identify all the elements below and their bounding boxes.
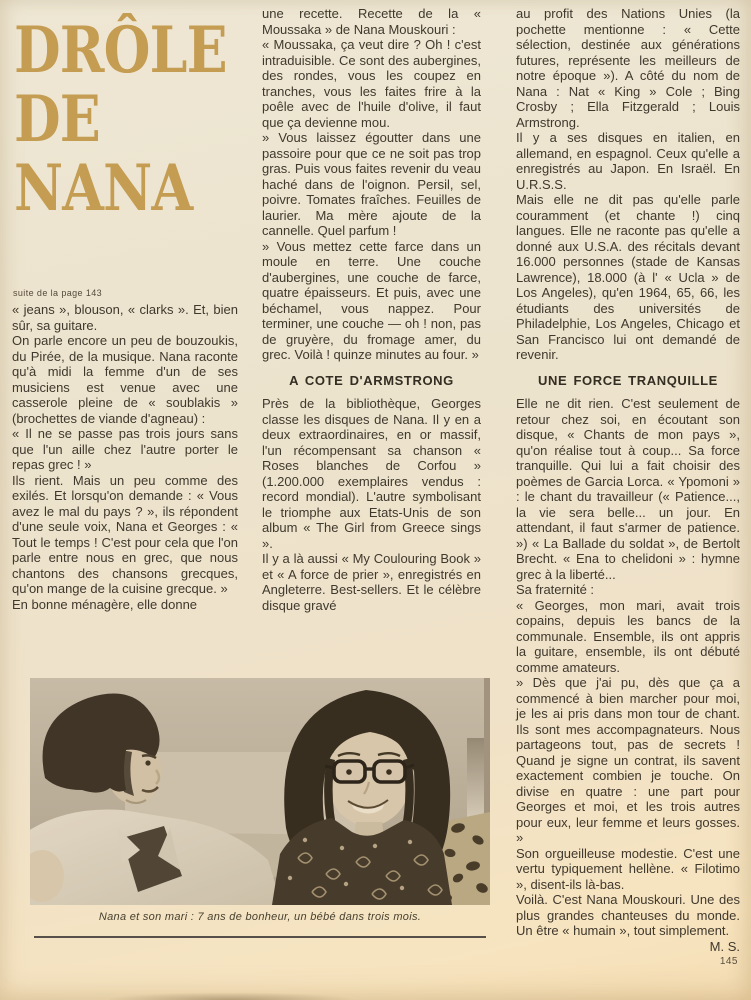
article-paragraph: Son orgueilleuse modestie. C'est une vertu typiquement hellène. « Filotimo », disent-ils là-bas. (516, 845, 740, 892)
article-paragraph: « Moussaka, ça veut dire ? Oh ! c'est intraduisible. Ce sont des aubergines, des rondes, vous les coupez en tranches, vous les faites frire à la poêle avec de l'huile d'olive, il faut que ça devienne mou. (262, 37, 481, 130)
article-paragraph: « jeans », blouson, « clarks ». Et, bien sûr, sa guitare. (12, 302, 238, 333)
text-column-3 (516, 6, 740, 954)
title-line-1: DRÔLE (14, 13, 227, 88)
article-title (14, 13, 227, 226)
article-paragraph: Mais elle ne dit pas qu'elle parle couramment (et chante !) cinq langues. Elle ne raconte pas qu'elle a donné aux U.S.A. des récitals devant 16.000 personnes (stade de Kansas Lawrence), 18.000 (à l' « Ucla » de Los Angeles), qu'en 1964, 65, 66, les étudiants des universités de Philadelphie, Los Angeles, Chicago et San Francisco lui ont demandé de revenir. (516, 192, 740, 362)
article-paragraph: Il y a ses disques en italien, en allemand, en espagnol. Ceux qu'elle a enregistrés au Japon. En Israël. En U.R.S.S. (516, 130, 740, 192)
article-paragraph (516, 892, 740, 954)
article-paragraph: une recette. Recette de la « Moussaka » de Nana Mouskouri : (262, 6, 481, 37)
article-paragraph: Sa fraternité : (516, 582, 595, 597)
text-column-2 (262, 6, 481, 613)
article-paragraph: » Vous mettez cette farce dans un moule en terre. Une couche d'aubergines, une couche de farce, quatre épaisseurs. Et puis, avec une béchamel, vous nappez. Pour terminer, une couche — oh ! non, pas de gruyère, du fromage amer, du grec. Voilà ! quinze minutes au four. » (262, 238, 481, 362)
photo-illustration (30, 678, 490, 905)
title-line-3: NANA (14, 151, 193, 226)
title-line-2: DE (14, 82, 100, 157)
article-paragraph: « Georges, mon mari, avait trois copains, depuis les bancs de la communale. Ensemble, ils ont appris la guitare, ensemble, ils ont débuté comme amateurs. (516, 597, 740, 675)
article-paragraph: On parle encore un peu de bouzoukis, du Pirée, de la musique. Nana raconte qu'à midi la femme d'un de ses musiciens est venue avec une casserole pleine de « soublakis » (brochettes de viande d'agneau) : (12, 333, 238, 426)
article-paragraph: Elle ne dit rien. C'est seulement de retour chez soi, en écoutant son disque, « Chants de mon pays », qu'on réalise tout à coup... Sa force tranquille. Qui lui a fait choisir des poèmes de Garcia Lorca. « Ypomoni » : le chant du travailleur (« Patience..., la vie sera belle... un jour. En attendant, il faut s'armer de patience. ») « La Ballade du soldat », de Bertolt Brecht. « Ena to chelidoni » : hymne grec à la liberté... (516, 396, 740, 582)
article-paragraph: Ils rient. Mais un peu comme des exilés. Et lorsqu'on demande : « Vous avez le mal du pays ? », ils répondent d'une seule voix, Nana et Georges : « Tout le temps ! C'est pour cela que l'on parle entre nous en grec, que nous chantons des chansons grecques, qu'on mange de la cuisine grecque. » (12, 472, 238, 596)
article-paragraph: En bonne ménagère, elle donne (12, 596, 198, 612)
article-paragraph: « Il ne se passe pas trois jours sans que l'un aille chez l'autre porter le repas grec ! » (12, 426, 238, 472)
photo-caption: Nana et son mari : 7 ans de bonheur, un bébé dans trois mois. (98, 911, 422, 923)
continuation-note: suite de la page 143 (13, 288, 103, 298)
article-paragraph: » Vous laissez égoutter dans une passoire pour que ce ne soit pas trop gras. Puis vous faites revenir du veau haché dans de l'oignon. Persil, sel, poivre. Tomates fraîches. Feuilles de laurier. Ma mère ajoute de la cannelle. Quel parfum ! (262, 130, 481, 238)
article-paragraph: au profit des Nations Unies (la pochette mentionne : « Cette sélection, destinée aux générations futures, représente les meilleurs de notre époque »). A côté du nom de Nana : Nat « King » Cole ; Bing Crosby ; Ella Fitzgerald ; Louis Armstrong. (516, 6, 740, 130)
page-curl-shadow (110, 992, 410, 1000)
page-number: 145 (719, 956, 738, 967)
author-initials: M. S. (709, 938, 740, 954)
closing-sentence: Voilà. C'est Nana Mouskouri. Une des plus grandes chanteuses du monde. Un être « humain », tout simplement. (516, 892, 740, 938)
section-heading-force-tranquille: UNE FORCE TRANQUILLE (538, 372, 718, 388)
photo-nana-and-husband (30, 678, 490, 905)
article-paragraph: Il y a là aussi « My Coulouring Book » et « A force de prier », enregistrés en Angleterre. Best-sellers. Et le célèbre disque gravé (262, 551, 481, 613)
text-column-1 (12, 302, 238, 612)
horizontal-rule (34, 936, 486, 938)
section-heading-armstrong: A COTE D'ARMSTRONG (289, 372, 454, 388)
article-paragraph: Près de la bibliothèque, Georges classe les disques de Nana. Il y en a deux extraordinaires, en or massif, l'un récompensant sa chanson « Roses blanches de Corfou » (1.200.000 exemplaires vendus : record mondial). L'autre symbolisant le triomphe aux Etats-Unis de son album « The Girl from Greece sings ». (262, 396, 481, 551)
article-paragraph: » Dès que j'ai pu, dès que ça a commencé à bien marcher pour moi, je les ai pris dans mon tour de chant. Ils sont mes accompagnateurs. Nous partageons tout, pas de secrets ! Quand je signe un contrat, ils savent exactement combien je touche. On divise en quatre : une part pour Georges et moi, et les trois autres pour eux, leur femme et leurs gosses. » (516, 675, 740, 845)
